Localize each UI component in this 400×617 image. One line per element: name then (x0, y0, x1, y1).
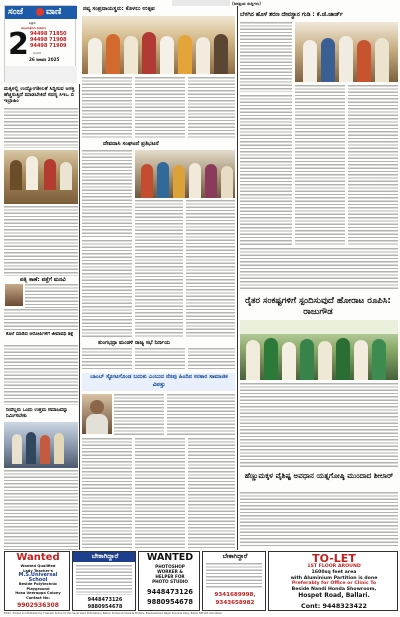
ad-wanted-teacher-title: Wanted (16, 552, 60, 563)
masthead (4, 5, 76, 82)
ad-wanted-teacher (4, 551, 70, 611)
center-article-3-text-a (82, 348, 132, 370)
imprint-footer: Editor, Printed and Published by T.Ganesh Kumar for M/s Sanje Vaani Publications, Ballari, Printed at Sharada Printers, Basaveshwara Nagar Kannada Daily, Ballari 583103, Karnataka (4, 612, 222, 615)
center-article-4-text-d (135, 438, 185, 548)
ad-wanted-photoshop (138, 551, 200, 611)
masthead-footer (5, 66, 77, 83)
top-strip-label: (ಜನಪ್ರಿಯ ಸುದ್ದಿಗಳು) (232, 1, 261, 6)
masthead-banner (5, 6, 77, 19)
ad-line: Hosa Veerappa Colony (15, 591, 61, 595)
ad-line: Hospet Road, Ballari. (298, 591, 370, 599)
ad-line: M.S.Universal (18, 572, 58, 578)
logo-text-2: ವಾಣಿ (46, 7, 62, 17)
ad-to-let-contact: Cont: 9448323422 (301, 602, 367, 610)
right-article-1-text-b (295, 85, 345, 245)
left-article-3-text (4, 345, 78, 405)
center-article-2-text-d (82, 240, 132, 338)
center-article-2-text-c (186, 200, 235, 338)
ad-to-let-title: TO-LET (312, 552, 356, 565)
center-headline-4: ಬಾಂಬ್ ಸ್ಫೋಟಗೊಂಡ ಬದುಕು ಎಂಬುದ ನೆನಪು ಹಿಂದಿನ ಸರಕಾರ ಸಾಮಾಜಿಕ ವಿಪತ್ತು (90, 374, 228, 388)
ad-kannada-1 (72, 551, 136, 611)
column-rule (79, 84, 80, 550)
ad-line: Beside Nandi Honda Showroom, (291, 587, 377, 593)
center-photo-1 (82, 16, 235, 74)
left-article-1-text-2 (4, 206, 78, 276)
ad-kannada-1-phone-1: 9448473126 (87, 597, 123, 603)
phone-1: 94498 71850 (30, 31, 67, 37)
ad-line: PHOTOSHOP (155, 564, 185, 569)
left-article-2-text (25, 284, 78, 308)
right-article-2-text (240, 383, 398, 467)
ad-kannada-2-phone-2: 9343658982 (215, 600, 255, 606)
ad-line: Contact No: (26, 595, 50, 600)
left-headline-1: ಮಕ್ಕಳಲ್ಲಿ ಉದ್ಯೋಗಶೀಲತೆ ಸಿದ್ಧಿಸುವ ಆಸಕ್ತಿ ಹೆಚ್ಚಿಸುತ್ತಿದೆ ಮಾಡಬೇಕಿದೆ ಸದಸ್ಯ ಸಿಇಒ ಬಿ ಇಬ್ರಾಹಿಂ (4, 86, 75, 105)
right-article-1-text-a (240, 22, 292, 92)
center-article-4-text-e (188, 438, 235, 548)
right-photo-2 (240, 320, 398, 380)
right-headline-3: ಹೆಣ್ಣುಮಕ್ಕಳ ವೈಶಿಷ್ಟ ಅವಧಾನ ಯತ್ನಗೋಷ್ಠಿ ಮುಂದಾದ ಶೀಲಾರ್ (244, 471, 394, 480)
center-article-1-text-a (82, 77, 132, 139)
left-article-2-text-2 (4, 309, 78, 331)
phone-2: 94498 71908 (30, 37, 67, 43)
ad-wanted-photoshop-phone-2: 9880954678 (147, 598, 193, 606)
phone-3: 94498 71909 (30, 43, 67, 49)
logo-text: ಸಂಜೆ (8, 7, 24, 17)
right-article-3-text (240, 492, 398, 548)
center-article-3-text-c (188, 348, 235, 370)
right-article-1-text-c (348, 85, 398, 245)
ad-line: HELPER FOR (155, 574, 185, 579)
ad-line: WORKER & (157, 569, 183, 574)
ad-kannada-2-phone-1: 9341689998, (214, 592, 256, 598)
ad-line: 1600sq feet area (311, 569, 357, 575)
left-headline-2: ಪತ್ನಿ ಕಾಣೆ: ಪತ್ತೆಗೆ ಮನವಿ (20, 277, 66, 283)
ad-wanted-photoshop-title: WANTED (146, 552, 194, 563)
ad-line: Lady Teacher's (23, 568, 53, 573)
logo-sun-icon (36, 8, 44, 16)
ad-line: with Aluminium Partition is done (290, 575, 378, 581)
ad-line: Beside Polytechnic Playground (18, 582, 58, 591)
ad-kannada-1-title: ಬೇಕಾಗಿದ್ದಾರೆ (91, 552, 119, 560)
left-photo-2 (4, 422, 78, 468)
column-rule (237, 6, 238, 550)
ad-to-let (268, 551, 398, 611)
center-article-1-text-c (188, 77, 235, 139)
ad-wanted-photoshop-phone-1: 9448473126 (147, 588, 193, 596)
right-photo-1 (295, 22, 398, 82)
center-article-1-text-b (135, 77, 185, 139)
ad-kannada-2-title: ಬೇಕಾಗಿದ್ದಾರೆ (222, 553, 248, 560)
ad-line: Preferably for Office or Clinic To (291, 581, 377, 587)
ad-kannada-2-text (206, 563, 262, 589)
ad-line: Wanted Qualified (20, 564, 56, 568)
center-article-4-text-b (167, 394, 235, 436)
ad-kannada-2 (202, 551, 266, 611)
ad-line: PHOTO STUDIO (152, 579, 188, 584)
center-headline-3: ತುಂಗಭದ್ರಾ ಮಂಡಳಿ ರಾಜ್ಯ ಸಭೆ ನಿರ್ಣಯ (98, 340, 170, 346)
left-headline-3: ಕೊಲೆ ಮಾಡಿದ ಆರೋಪಿಗಳಿಗೆ ಜೀವಾವಧಿ ಶಿಕ್ಷೆ (6, 332, 74, 337)
masthead-sub: ಬಳ್ಳಾರಿ (29, 21, 36, 25)
center-photo-2 (135, 150, 235, 198)
ad-kannada-1-phone-2: 9880954678 (87, 604, 123, 610)
phone-label: ಜಾಹೀರಾತಿಗಾಗಿ ಸಂಪರ್ಕಿಸಿ (21, 26, 46, 30)
ad-kannada-1-text (76, 565, 132, 595)
right-headline-2: ರೈತರ ಸಂಕಷ್ಟಗಳಿಗೆ ಸ್ಪಂದಿಸುವುದೆ ಹೋರಾಟ ರೂಪಿಸಿ: ರಾಜುಗೌಡ (245, 296, 391, 317)
right-article-1-text-e (240, 248, 398, 290)
ad-line: 1ST FLOOR AROUND (307, 564, 361, 569)
center-article-4-text-a (114, 394, 164, 436)
left-article-1-text (4, 108, 78, 148)
right-headline-1: ಬೆಳಗಿನ ಹೊಳೆ ಶರಣ ದೇವಸ್ಥಾನ ಗುಡಿ : ಕೆ.ಜೆ.ಜಾರ್ಜ್ (240, 12, 343, 18)
center-article-2-text-a (82, 150, 132, 238)
center-headline-2: ದೇವದಾಸಿ ಸಂಘಟನೆ ಪ್ರತಿಭಟನೆ (103, 141, 159, 147)
issue-date: 26 ಜನವರಿ 2025 (29, 57, 60, 62)
date-label: ರವಿವಾರ (33, 51, 42, 55)
ad-wanted-teacher-phone: 9902936308 (17, 602, 59, 609)
center-article-3-text-b (135, 348, 185, 370)
center-article-4-text-c (82, 438, 132, 548)
center-portrait-photo (82, 394, 112, 434)
ad-line: School (28, 576, 48, 583)
missing-person-photo (5, 284, 23, 306)
issue-number: 2 (8, 30, 29, 60)
right-article-1-text-d (240, 95, 292, 245)
left-article-4-text (4, 470, 78, 550)
center-article-2-text-b (135, 200, 183, 338)
left-headline-4: ನೀವೆಲ್ಲರು ಒಂದು ಉತ್ತಮ ಸಮಾಜವನ್ನು ನಿರ್ಮಿಸಬೇಕು (6, 408, 68, 419)
left-photo-1 (4, 150, 78, 204)
center-headline-1: ನವ್ಯ ಸಂಪ್ರದಾಯಸ್ಥರು: ಕೊಳಲು ಉತ್ಸವ (83, 6, 155, 12)
